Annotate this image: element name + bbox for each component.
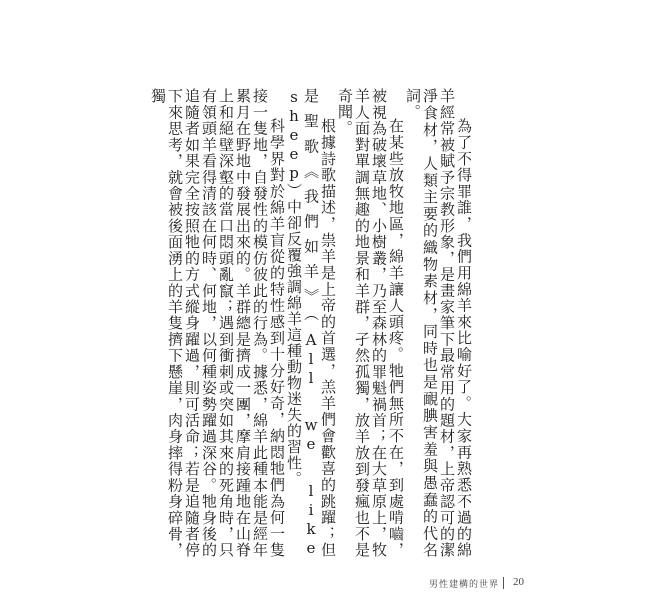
page-number: 20 — [513, 576, 524, 588]
footer-divider — [503, 577, 504, 589]
running-title: 男性建構的世界 — [428, 580, 499, 590]
paragraph-2: 在某些放牧地區，綿羊讓人頭疼。牠們無所不在，到處啃嚙，被視為破壞草地、小樹叢，乃至森林的罪魁禍首；在大草原上，牧羊人面對單調無趣的地景和羊群，孑然孤獨，放羊放到發瘋也不是奇聞。 — [336, 88, 405, 558]
page-footer — [0, 577, 655, 591]
paragraph-4: 科學界對於綿羊盲從的特性感到十分好奇，納悶牠們為何一隻接一隻地，自發性的模仿彼此的行為。據悉，綿羊此種本能是經年累月在野地中發展出來的。羊群總是擠成一團，摩肩接踵地在山脊上和絕壁深壑的當口悶頭亂竄；遇到衝刺或突如其來的死角時，只有領頭羊看得清該在何時、何地，以何種姿勢躍過深谷。牠身後的追隨者如果完全按照牠的方式縱身躍過，則可活命；若是追隨者停下來思考，就會被後面湧上的羊隻擠下懸崖，肉身摔得粉身碎骨，獨 — [149, 88, 286, 558]
paragraph-3: 根據詩歌描述，祟羊是上帝的首選，羔羊們會歡喜的跳躍；但是聖歌《我們如羊》（All we like sheep）中卻反覆強調綿羊這種動物迷失的習性。 — [285, 88, 337, 558]
body-text — [149, 88, 473, 558]
paragraph-1: 為了不得罪誰，我們用綿羊來比喻好了。大家再熟悉不過的綿羊經常被賦予宗教形象，是畫家筆下最常用的題材，上帝認可的潔淨食材，人類主要的織物素材，同時也是靦腆害羞與愚蠢的代名詞。 — [404, 88, 473, 558]
